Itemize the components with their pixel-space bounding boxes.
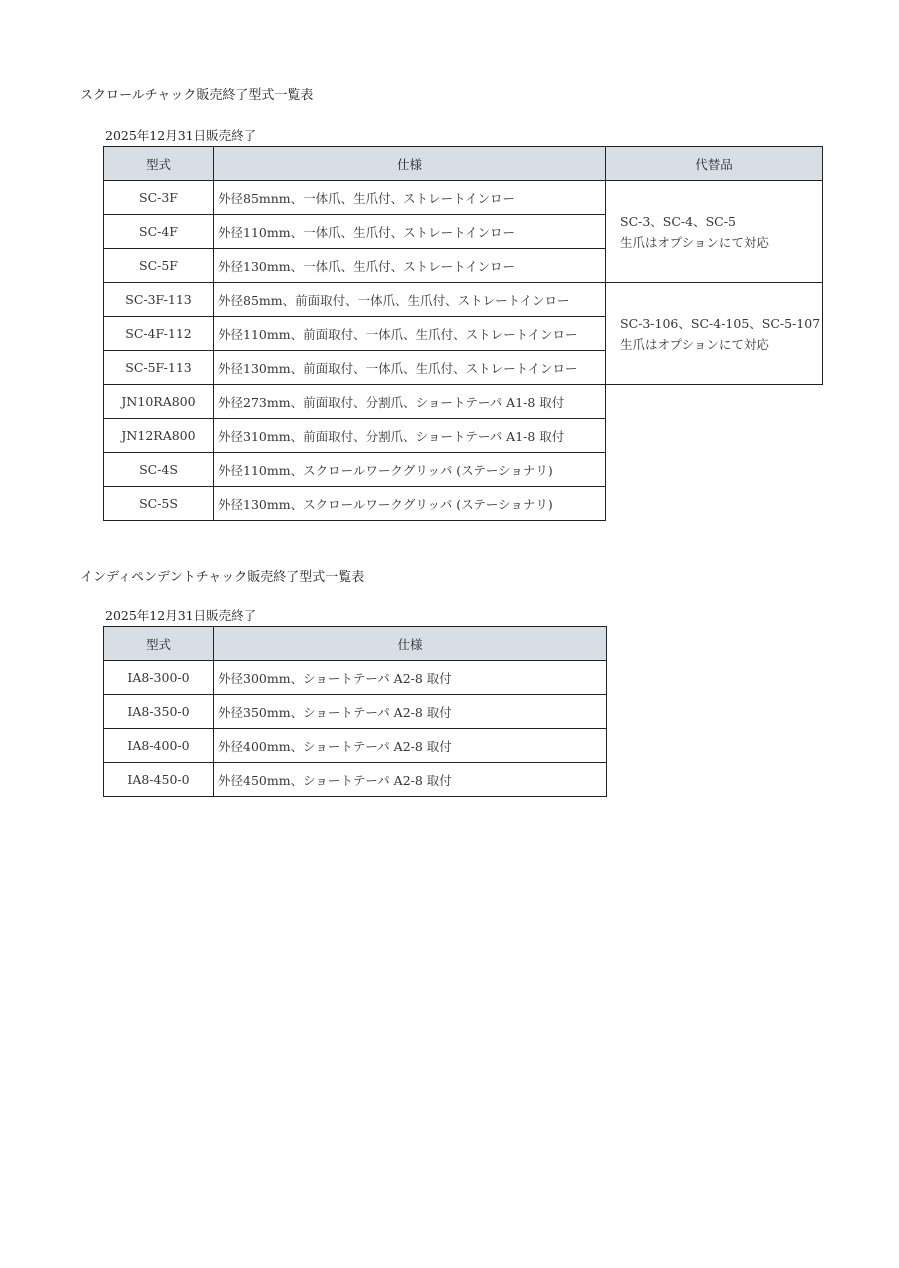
model-cell: SC-4F — [104, 215, 214, 249]
spec-cell: 外径130mm、スクロールワークグリッパ (ステーショナリ) — [214, 487, 606, 521]
alternative-note: 生爪はオプションにて対応 — [620, 234, 769, 250]
model-cell: IA8-300-0 — [104, 661, 214, 695]
alternative-cell — [606, 181, 823, 283]
scroll-section-title: スクロールチャック販売終了型式一覧表 — [80, 88, 314, 103]
scroll-chuck-table — [103, 146, 823, 521]
table-row — [104, 385, 823, 419]
header-model: 型式 — [104, 147, 214, 181]
table-header-row — [104, 627, 607, 661]
table-row — [104, 419, 823, 453]
table-row — [104, 661, 607, 695]
empty-cell — [606, 419, 823, 453]
empty-cell — [606, 453, 823, 487]
model-cell: JN12RA800 — [104, 419, 214, 453]
empty-cell — [606, 385, 823, 419]
header-spec: 仕様 — [214, 147, 606, 181]
spec-cell: 外径273mm、前面取付、分割爪、ショートテーパ A1-8 取付 — [214, 385, 606, 419]
independent-section-title: インディペンデントチャック販売終了型式一覧表 — [80, 570, 365, 585]
independent-end-date: 2025年12月31日販売終了 — [105, 608, 257, 623]
header-spec: 仕様 — [214, 627, 607, 661]
model-cell: IA8-350-0 — [104, 695, 214, 729]
spec-cell: 外径110mm、スクロールワークグリッパ (ステーショナリ) — [214, 453, 606, 487]
alternative-models: SC-3-106、SC-4-105、SC-5-107 — [620, 315, 821, 331]
model-cell: SC-5F-113 — [104, 351, 214, 385]
spec-cell: 外径130mm、前面取付、一体爪、生爪付、ストレートインロー — [214, 351, 606, 385]
independent-chuck-table — [103, 626, 607, 797]
model-cell: IA8-400-0 — [104, 729, 214, 763]
alternative-cell — [606, 283, 823, 385]
table-row — [104, 763, 607, 797]
model-cell: SC-3F — [104, 181, 214, 215]
spec-cell: 外径85mnm、一体爪、生爪付、ストレートインロー — [214, 181, 606, 215]
table-row — [104, 487, 823, 521]
alternative-note: 生爪はオプションにて対応 — [620, 336, 769, 352]
model-cell: SC-5F — [104, 249, 214, 283]
spec-cell: 外径110mm、前面取付、一体爪、生爪付、ストレートインロー — [214, 317, 606, 351]
spec-cell: 外径350mm、ショートテーパ A2-8 取付 — [214, 695, 607, 729]
table-row — [104, 729, 607, 763]
model-cell: SC-4F-112 — [104, 317, 214, 351]
spec-cell: 外径300mm、ショートテーパ A2-8 取付 — [214, 661, 607, 695]
spec-cell: 外径400mm、ショートテーパ A2-8 取付 — [214, 729, 607, 763]
spec-cell: 外径130mm、一体爪、生爪付、ストレートインロー — [214, 249, 606, 283]
model-cell: JN10RA800 — [104, 385, 214, 419]
spec-cell: 外径110mm、一体爪、生爪付、ストレートインロー — [214, 215, 606, 249]
table-row — [104, 283, 823, 317]
model-cell: SC-3F-113 — [104, 283, 214, 317]
header-model: 型式 — [104, 627, 214, 661]
empty-cell — [606, 487, 823, 521]
spec-cell: 外径450mm、ショートテーパ A2-8 取付 — [214, 763, 607, 797]
header-alternative: 代替品 — [606, 147, 823, 181]
scroll-end-date: 2025年12月31日販売終了 — [105, 128, 257, 143]
table-row — [104, 695, 607, 729]
model-cell: SC-4S — [104, 453, 214, 487]
spec-cell: 外径310mm、前面取付、分割爪、ショートテーパ A1-8 取付 — [214, 419, 606, 453]
table-header-row — [104, 147, 823, 181]
spec-cell: 外径85mm、前面取付、一体爪、生爪付、ストレートインロー — [214, 283, 606, 317]
model-cell: IA8-450-0 — [104, 763, 214, 797]
table-row — [104, 181, 823, 215]
table-row — [104, 453, 823, 487]
model-cell: SC-5S — [104, 487, 214, 521]
alternative-models: SC-3、SC-4、SC-5 — [620, 213, 736, 229]
